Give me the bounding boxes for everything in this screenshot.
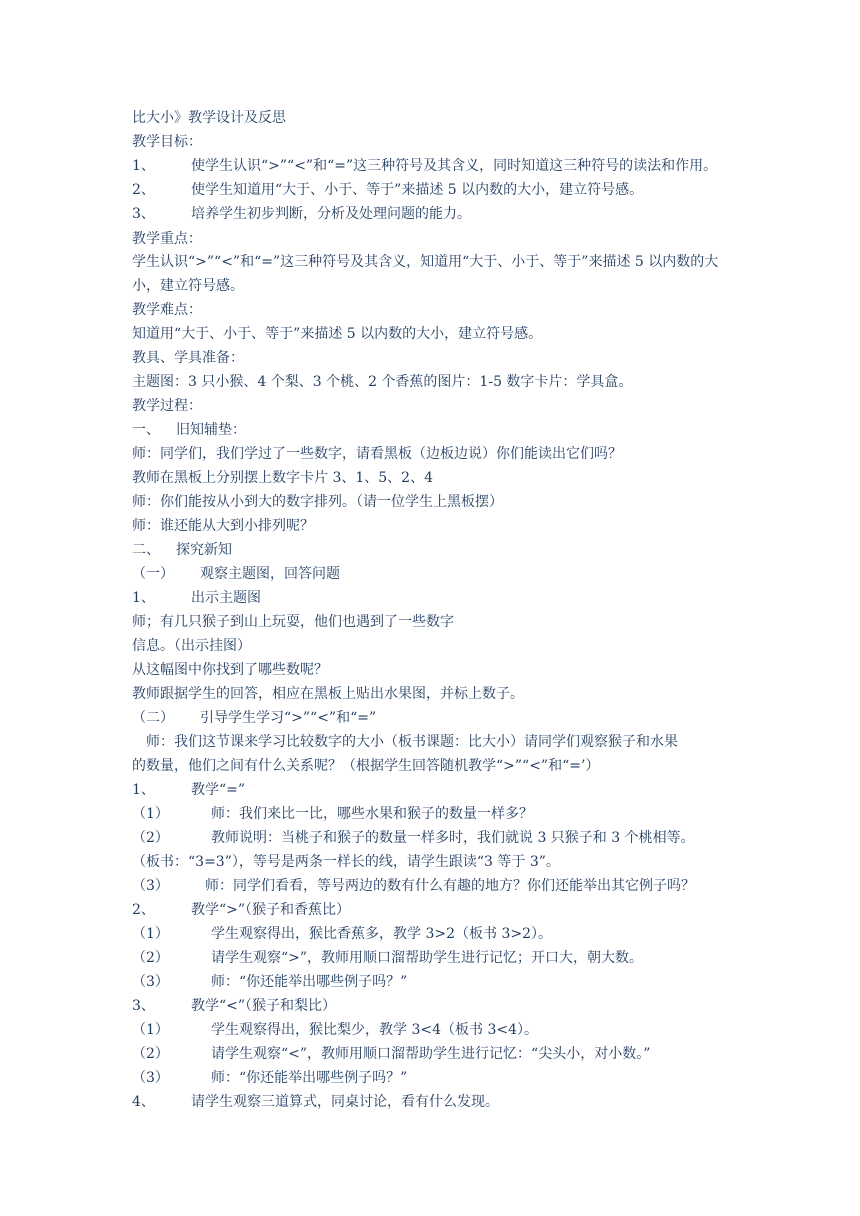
step-number: 3、 — [132, 998, 155, 1014]
subsection-number: （二） — [132, 710, 174, 726]
document-title: 比大小》教学设计及反思 — [132, 110, 286, 126]
section-heading — [132, 539, 232, 561]
goal-item — [132, 155, 717, 177]
section-title: 旧知辅垫： — [176, 422, 246, 438]
sub-item-number: （2） — [132, 1046, 169, 1062]
sub-item-number: （3） — [132, 974, 169, 990]
step-text: 教学“>”（猴子和香蕉比） — [191, 902, 351, 918]
goal-item — [132, 179, 643, 201]
sub-item-text: 师：同学们看看，等号两边的数有什么有趣的地方？你们还能举出其它例子吗？ — [205, 878, 695, 894]
goal-number: 1、 — [132, 158, 155, 174]
key-points-text: 学生认识“>”“<”和“=”这三种符号及其含义，知道用“大于、小于、等于”来描述 5 以内数的大 — [132, 254, 719, 270]
sub-item-text: 请学生观察“<”，教师用顺口溜帮助学生进行记忆：“尖头小，对小数。” — [211, 1046, 651, 1062]
sub-item — [132, 923, 552, 945]
paragraph-line: 师：我们这节课来学习比较数字的大小（板书课题：比大小）请同学们观察猴子和水果 — [146, 734, 678, 750]
sub-item — [132, 1043, 650, 1065]
prep-heading: 教具、学具准备： — [132, 350, 244, 366]
step-item — [132, 1091, 499, 1113]
sub-item-text: 教师说明：当桃子和猴子的数量一样多时，我们就说 3 只猴子和 3 个桃相等。 — [211, 830, 695, 846]
sub-item — [132, 1019, 538, 1041]
step-text: 请学生观察三道算式，同桌讨论，看有什么发现。 — [191, 1094, 499, 1110]
goal-text: 使学生知道用“大于、小于、等于”来描述 5 以内数的大小，建立符号感。 — [191, 182, 644, 198]
sub-item — [132, 947, 643, 969]
sub-item-number: （2） — [132, 830, 169, 846]
section-number: 一、 — [132, 422, 160, 438]
sub-item-text: 请学生观察“>”，教师用顺口溜帮助学生进行记忆；开口大，朝大数。 — [211, 950, 644, 966]
subsection-title: 观察主题图，回答问题 — [200, 566, 340, 582]
goals-heading: 教学目标： — [132, 134, 202, 150]
step-number: 1、 — [132, 782, 155, 798]
step-number: 4、 — [132, 1094, 155, 1110]
subsection-title: 引导学生学习“>”“<”和“=” — [200, 710, 377, 726]
sub-item-text: 师：“你还能举出哪些例子吗？” — [211, 1070, 408, 1086]
step-item — [132, 587, 261, 609]
paragraph-line: 信息。（出示挂图） — [132, 638, 251, 654]
sub-item — [132, 1067, 407, 1089]
step-item — [132, 899, 350, 921]
paragraph-line: 师：谁还能从大到小排列呢？ — [132, 518, 314, 534]
sub-item-number: （1） — [132, 1022, 169, 1038]
subsection-number: （一） — [132, 566, 174, 582]
step-number: 2、 — [132, 902, 155, 918]
sub-item-number: （2） — [132, 950, 169, 966]
paragraph-line: 的数量，他们之间有什么关系呢？（根据学生回答随机教学“>”“<”和“=’） — [132, 758, 600, 774]
key-points-heading: 教学重点： — [132, 231, 202, 247]
sub-item-number: （3） — [132, 878, 169, 894]
step-text: 出示主题图 — [191, 590, 261, 606]
section-number: 二、 — [132, 542, 160, 558]
prep-text: 主题图：3 只小猴、4 个梨、3 个桃、2 个香蕉的图片：1-5 数字卡片：学具盒。 — [132, 374, 633, 390]
goal-item — [132, 203, 471, 225]
sub-item — [132, 803, 533, 825]
sub-item-text: 师：我们来比一比，哪些水果和猴子的数量一样多？ — [211, 806, 533, 822]
sub-item — [132, 971, 407, 993]
subsection-heading — [132, 563, 340, 585]
section-heading — [132, 419, 246, 441]
difficulty-text: 知道用“大于、小于、等于”来描述 5 以内数的大小，建立符号感。 — [132, 326, 543, 342]
step-text: 教学“<”（猴子和梨比） — [191, 998, 337, 1014]
goal-number: 3、 — [132, 206, 155, 222]
sub-item-text: 学生观察得出，猴比香蕉多，教学 3>2（板书 3>2）。 — [211, 926, 552, 942]
sub-item — [132, 875, 695, 897]
subsection-heading — [132, 707, 376, 729]
process-heading: 教学过程： — [132, 398, 202, 414]
sub-item-text: 学生观察得出，猴比梨少，教学 3<4（板书 3<4）。 — [211, 1022, 538, 1038]
difficulty-heading: 教学难点： — [132, 302, 202, 318]
paragraph-line: 师：你们能按从小到大的数字排列。（请一位学生上黑板摆） — [132, 494, 503, 510]
goal-text: 培养学生初步判断，分析及处理问题的能力。 — [191, 206, 471, 222]
paragraph-line: 从这幅图中你找到了哪些数呢？ — [132, 662, 328, 678]
step-item — [132, 779, 245, 801]
section-title: 探究新知 — [176, 542, 232, 558]
goal-number: 2、 — [132, 182, 155, 198]
paragraph-line: 师；有几只猴子到山上玩耍，他们也遇到了一些数字 — [132, 614, 454, 630]
key-points-text: 小，建立符号感。 — [132, 278, 244, 294]
sub-item-number: （3） — [132, 1070, 169, 1086]
sub-item — [132, 827, 695, 849]
paragraph-line: （板书：“3=3”），等号是两条一样长的线，请学生跟读“3 等于 3”。 — [132, 854, 560, 870]
paragraph-line: 教师在黑板上分别摆上数字卡片 3、1、5、2、4 — [132, 470, 433, 486]
paragraph-line: 师：同学们，我们学过了一些数字，请看黑板（边板边说）你们能读出它们吗？ — [132, 446, 622, 462]
sub-item-text: 师：“你还能举出哪些例子吗？” — [211, 974, 408, 990]
sub-item-number: （1） — [132, 926, 169, 942]
goal-text: 使学生认识“>”“<”和“=”这三种符号及其含义，同时知道这三种符号的读法和作用。 — [191, 158, 718, 174]
paragraph-line: 教师跟据学生的回答，相应在黑板上贴出水果图，并标上数子。 — [132, 686, 524, 702]
step-number: 1、 — [132, 590, 155, 606]
sub-item-number: （1） — [132, 806, 169, 822]
step-item — [132, 995, 336, 1017]
step-text: 教学“=” — [191, 782, 246, 798]
